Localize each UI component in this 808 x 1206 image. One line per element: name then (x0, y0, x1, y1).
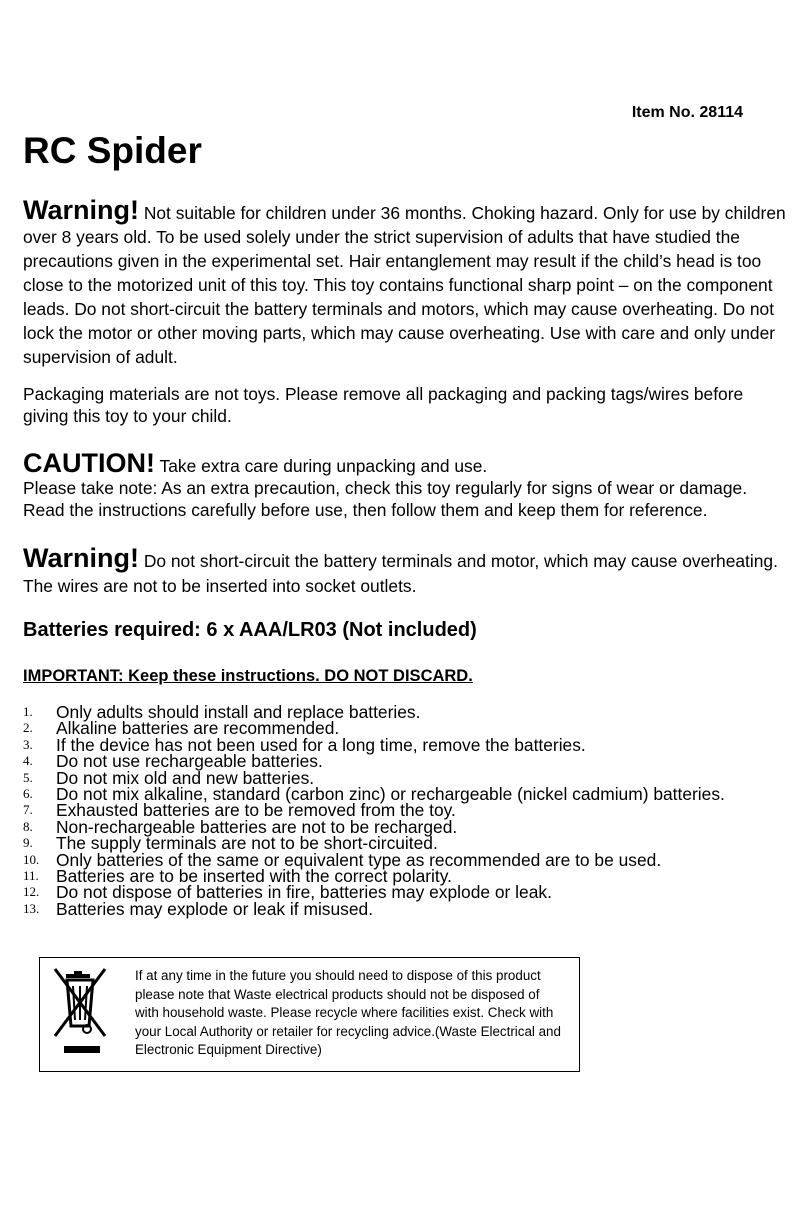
list-item-number: 1. (23, 704, 33, 719)
list-item-number: 2. (23, 720, 33, 736)
list-item (23, 898, 725, 919)
list-item-number: 6. (23, 785, 33, 801)
weee-text: If at any time in the future you should need to dispose of this product please note that Waste electrical products should not be disposed of with household waste. Please recycle where facilities exist. Check with your Local Authority or retailer for recycling advice.(Waste Electrical and Electronic Equipment Directive) (135, 968, 561, 1057)
list-item-number: 3. (23, 736, 33, 752)
warning-label-2: Warning! (23, 543, 139, 573)
list-item-text: Non-rechargeable batteries are not to be recharged. (56, 816, 458, 837)
page-title: RC Spider (23, 130, 202, 171)
item-number: Item No. 28114 (631, 104, 743, 121)
list-item-number: 5. (23, 769, 33, 785)
list-item-text: Do not use rechargeable batteries. (56, 751, 323, 772)
list-item-number: 9. (23, 835, 33, 851)
list-item-number: 4. (23, 753, 33, 769)
list-item-text: The supply terminals are not to be short-circuited. (56, 833, 438, 854)
important-heading: IMPORTANT: Keep these instructions. DO NOT DISCARD. (23, 667, 473, 685)
list-item-text: Alkaline batteries are recommended. (56, 718, 340, 739)
warning-paragraph-2 (23, 543, 788, 599)
list-item-text: Batteries may explode or leak if misused. (56, 898, 374, 919)
list-item-text: Batteries are to be inserted with the correct polarity. (56, 865, 452, 886)
list-item-text: Do not dispose of batteries in fire, batteries may explode or leak. (56, 882, 552, 903)
weee-notice-box (39, 957, 580, 1072)
warning-text: Not suitable for children under 36 months. Choking hazard. Only for use by children over 8 years old. To be used solely under the strict supervision of adults that have studied the precautions given in the experimental set. Hair entanglement may result if the child’s head is too close to the motorized unit of this toy. This toy contains functional sharp point – on the component leads. Do not short-circuit the battery terminals and motors, which may cause overheating. Do not lock the motor or other moving parts, which may cause overheating. Use with care and only under supervision of adult. (23, 203, 786, 367)
packaging-notice: Packaging materials are not toys. Please remove all packaging and packing tags/wires before giving this toy to your child. (23, 384, 744, 426)
warning-paragraph (23, 195, 788, 369)
batteries-required: Batteries required: 6 x AAA/LR03 (Not included) (23, 619, 477, 641)
list-item-text: Do not mix old and new batteries. (56, 767, 315, 788)
list-item-number: 11. (23, 867, 39, 883)
list-item-text: Exhausted batteries are to be removed from the toy. (56, 800, 456, 821)
caution-note: Please take note: As an extra precaution, check this toy regularly for signs of wear or damage. Read the instructions carefully before use, then follow them and keep them for reference. (23, 478, 748, 520)
warning-text-2: Do not short-circuit the battery terminals and motor, which may cause overheating. The wires are not to be inserted into socket outlets. (23, 551, 778, 596)
caution-label: CAUTION! (23, 448, 155, 478)
warning-label: Warning! (23, 195, 139, 225)
list-item-number: 12. (23, 884, 40, 900)
list-item-number: 13. (23, 900, 40, 916)
battery-instructions-list (23, 704, 725, 917)
list-item-text: Only adults should install and replace batteries. (56, 702, 421, 722)
list-item-number: 7. (23, 802, 33, 818)
list-item-text: Do not mix alkaline, standard (carbon zinc) or rechargeable (nickel cadmium) batteries. (56, 783, 725, 804)
list-item-number: 10. (23, 851, 40, 867)
caution-paragraph (23, 448, 788, 521)
list-item-text: If the device has not been used for a long time, remove the batteries. (56, 734, 586, 755)
list-item-number: 8. (23, 818, 33, 834)
list-item-text: Only batteries of the same or equivalent type as recommended are to be used. (56, 849, 662, 870)
caution-text: Take extra care during unpacking and use. (159, 456, 488, 476)
crossed-out-wheelie-bin-icon (52, 966, 112, 1056)
